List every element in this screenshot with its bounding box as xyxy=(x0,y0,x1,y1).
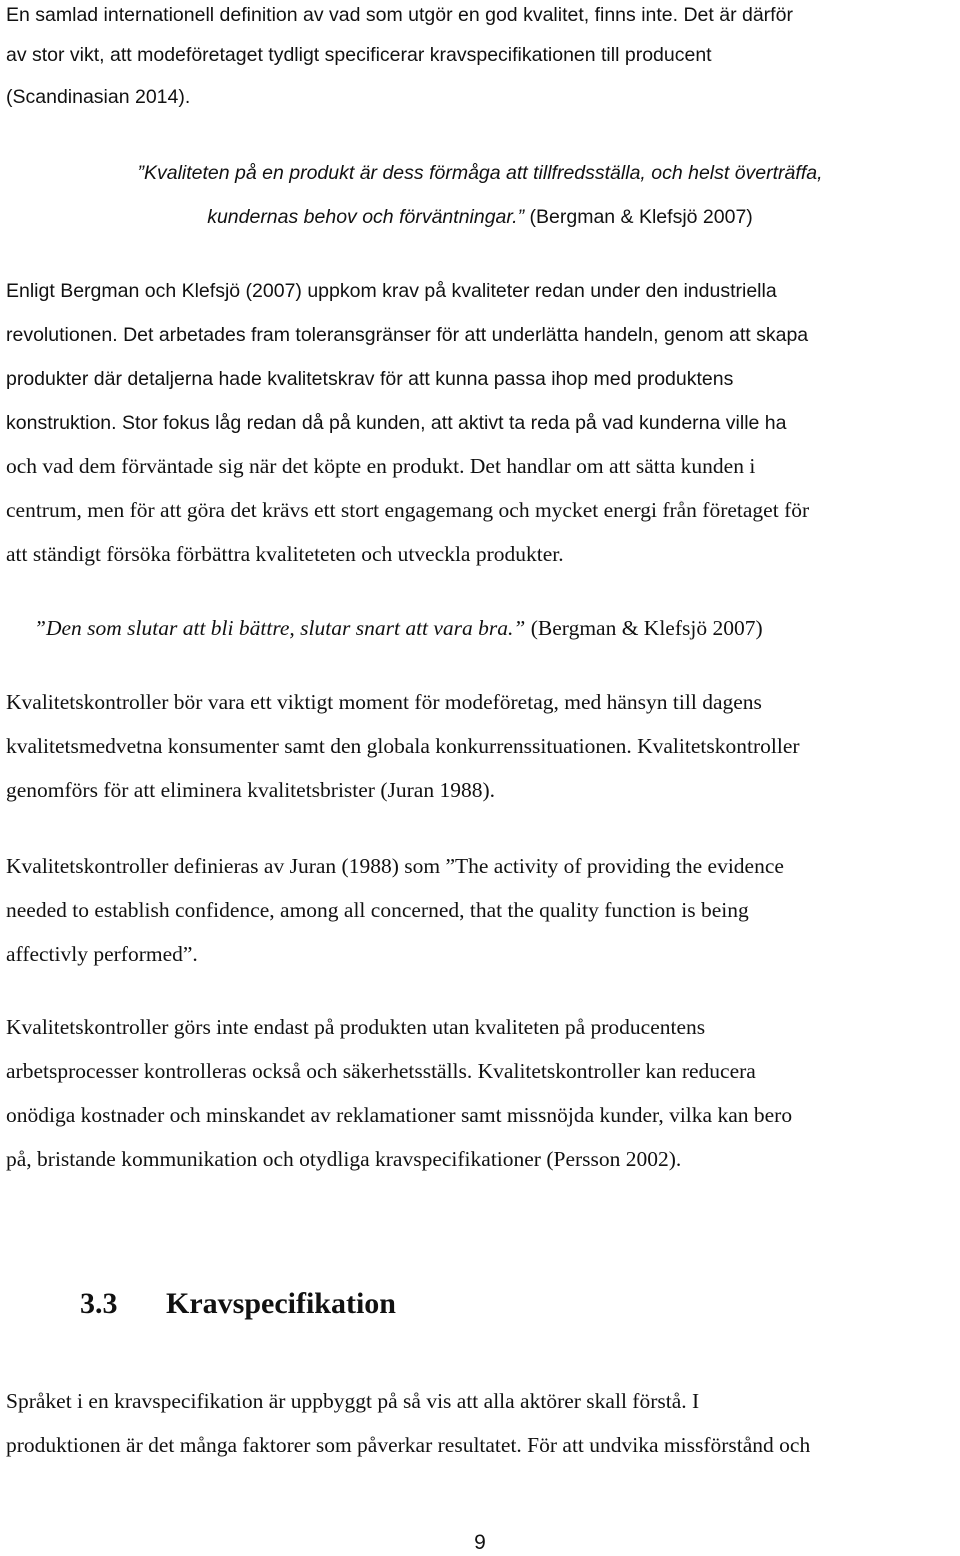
quote-2-text: ”Den som slutar att bli bättre, slutar snart att vara bra.” xyxy=(34,616,526,640)
para-1-line-6: centrum, men för att göra det krävs ett stort engagemang och mycket energi från företaget för xyxy=(6,498,810,522)
para-1-line-2: revolutionen. Det arbetades fram toleransgränser för att underlätta handeln, genom att skapa xyxy=(6,324,809,346)
para-4-line-3: onödiga kostnader och minskandet av reklamationer samt missnöjda kunder, vilka kan bero xyxy=(6,1103,793,1127)
para-4-line-1: Kvalitetskontroller görs inte endast på produkten utan kvaliteten på producentens xyxy=(6,1015,706,1039)
para-4-line-4: på, bristande kommunikation och otydliga kravspecifikationer (Persson 2002). xyxy=(6,1147,682,1171)
section-title: Kravspecifikation xyxy=(166,1287,396,1320)
intro-line-1: En samlad internationell definition av vad som utgör en god kvalitet, finns inte. Det är därför xyxy=(6,4,793,26)
intro-line-2: av stor vikt, att modeföretaget tydligt specificerar kravspecifikationen till producent xyxy=(6,44,712,66)
quote-1-line-2 xyxy=(0,204,960,230)
quote-1-text-end: kundernas behov och förväntningar.” xyxy=(207,206,525,228)
para-1-line-1: Enligt Bergman och Klefsjö (2007) uppkom krav på kvaliteter redan under den industriella xyxy=(6,280,777,302)
para-2-line-2: kvalitetsmedvetna konsumenter samt den globala konkurrenssituationen. Kvalitetskontroller xyxy=(6,734,800,758)
page-number: 9 xyxy=(474,1531,486,1554)
quote-1-citation: (Bergman & Klefsjö 2007) xyxy=(524,206,753,228)
para-3-line-1: Kvalitetskontroller definieras av Juran (1988) som ”The activity of providing the evidence xyxy=(6,854,784,878)
quote-2 xyxy=(34,615,763,641)
para-3-line-2: needed to establish confidence, among all concerned, that the quality function is being xyxy=(6,898,749,922)
intro-line-3: (Scandinasian 2014). xyxy=(6,86,191,108)
para-4-line-2: arbetsprocesser kontrolleras också och säkerhetsställs. Kvalitetskontroller kan reducera xyxy=(6,1059,756,1083)
para-1-line-4: konstruktion. Stor fokus låg redan då på kunden, att aktivt ta reda på vad kunderna ville ha xyxy=(6,412,787,434)
para-1-line-7: att ständigt försöka förbättra kvaliteteten och utveckla produkter. xyxy=(6,542,564,566)
para-2-line-1: Kvalitetskontroller bör vara ett viktigt moment för modeföretag, med hänsyn till dagens xyxy=(6,690,762,714)
para-2-line-3: genomförs för att eliminera kvalitetsbrister (Juran 1988). xyxy=(6,778,495,802)
para-1-line-5: och vad dem förväntade sig när det köpte en produkt. Det handlar om att sätta kunden i xyxy=(6,454,756,478)
para-3-line-3: affectivly performed”. xyxy=(6,942,198,966)
section-heading xyxy=(80,1284,396,1324)
section-number: 3.3 xyxy=(80,1287,118,1320)
para-5-line-2: produktionen är det många faktorer som påverkar resultatet. För att undvika missförstånd och xyxy=(6,1433,811,1457)
para-1-line-3: produkter där detaljerna hade kvalitetskrav för att kunna passa ihop med produktens xyxy=(6,368,734,390)
para-5-line-1: Språket i en kravspecifikation är uppbyggt på så vis att alla aktörer skall förstå. I xyxy=(6,1389,700,1413)
quote-2-citation: (Bergman & Klefsjö 2007) xyxy=(525,616,763,640)
quote-1-line-1: ”Kvaliteten på en produkt är dess förmåga att tillfredsställa, och helst överträffa, xyxy=(137,162,823,184)
